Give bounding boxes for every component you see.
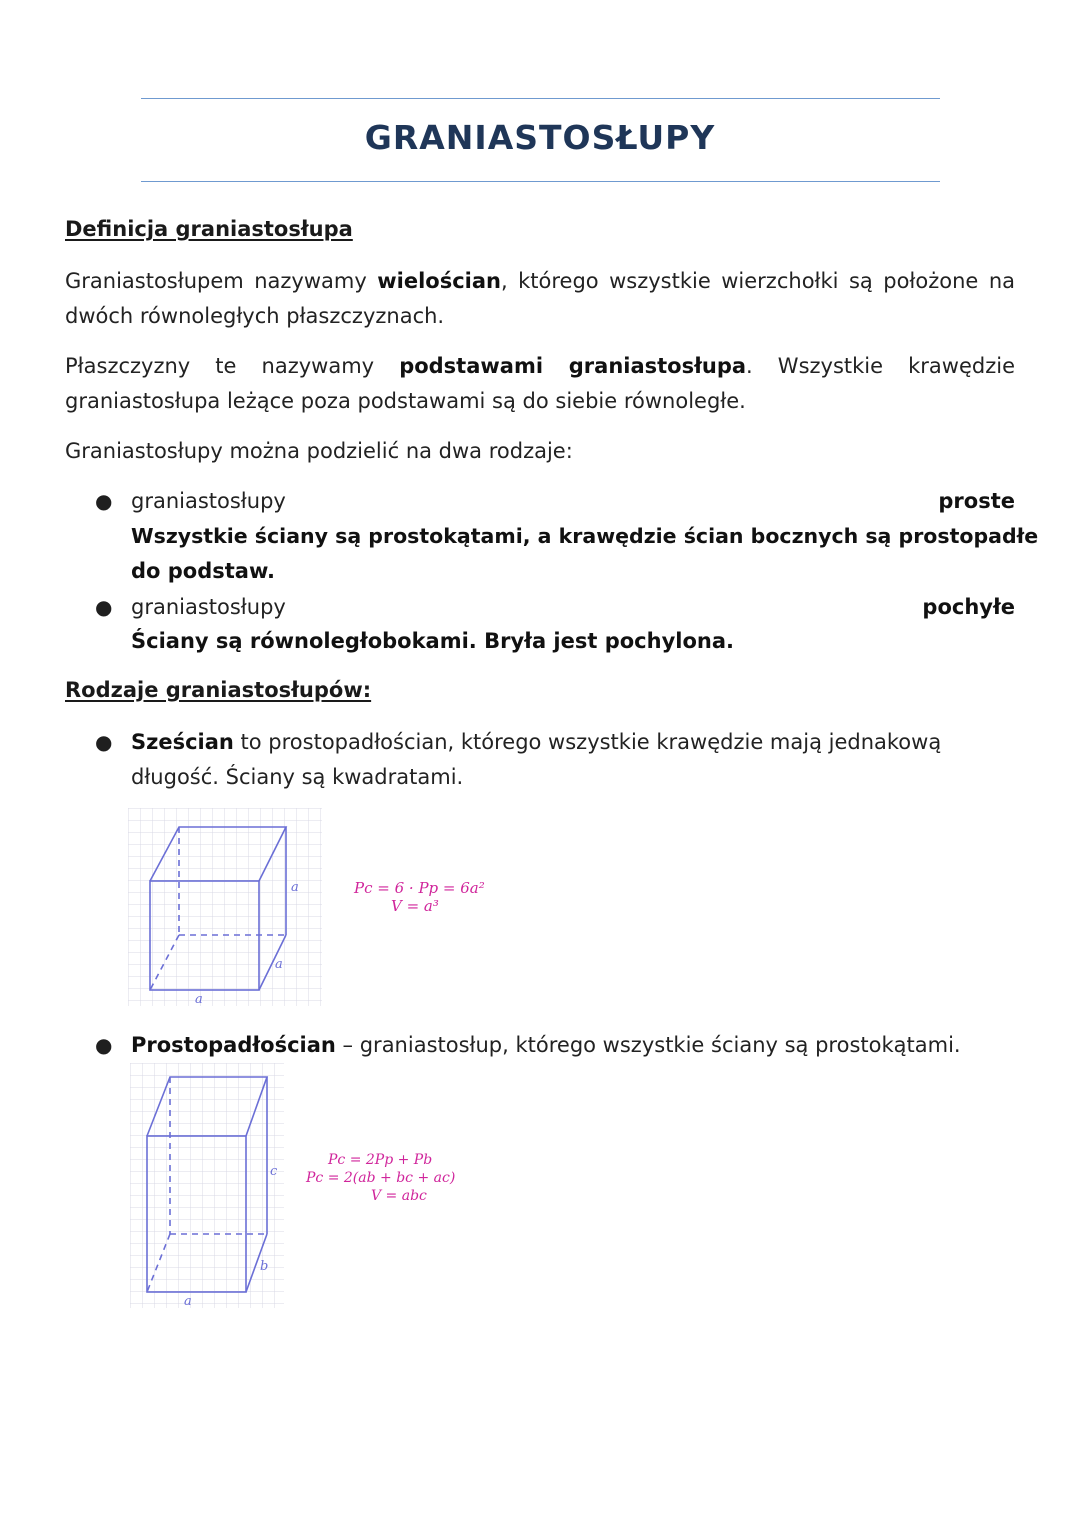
type-kind: proste <box>938 489 1015 513</box>
type-label: graniastosłupy <box>131 489 286 513</box>
bottom-rule <box>141 181 940 182</box>
cube-description: Sześcian to prostopadłościan, którego wszystkie krawędzie mają jednakową <box>131 730 942 754</box>
type-kind: pochyłe <box>922 595 1015 619</box>
cube-label-a: a <box>291 880 299 895</box>
kinds-heading: Rodzaje graniastosłupów: <box>65 678 372 702</box>
cube-label-a: a <box>195 992 203 1006</box>
bullet-dot: ● <box>95 1033 113 1057</box>
cuboid-formula-area-expanded: Pc = 2(ab + bc + ac) <box>306 1170 456 1186</box>
type-label: graniastosłupy <box>131 595 286 619</box>
cuboid-label-c: c <box>270 1164 278 1179</box>
types-intro: Graniastosłupy można podzielić na dwa rodzaje: <box>65 439 573 463</box>
definition-heading: Definicja graniastosłupa <box>65 217 353 241</box>
bullet-dot: ● <box>95 489 113 513</box>
cube-figure <box>128 808 322 1006</box>
top-rule <box>141 98 940 99</box>
type-description-cont: do podstaw. <box>131 559 276 583</box>
cuboid-figure <box>130 1063 284 1308</box>
type-description: Ściany są równoległobokami. Bryła jest pochylona. <box>131 629 734 653</box>
bullet-dot: ● <box>95 595 113 619</box>
cube-formula-volume: V = a³ <box>391 897 439 915</box>
bases-paragraph: Płaszczyzny te nazywamy podstawami graniastosłupa. Wszystkie krawędzie graniastosłupa leżące poza podstawami są do siebie równoległe. <box>65 354 1015 413</box>
cube-description-cont: długość. Ściany są kwadratami. <box>131 765 464 789</box>
cube-formula-area: Pc = 6 · Pp = 6a² <box>354 879 485 897</box>
cuboid-formula-volume: V = abc <box>371 1188 427 1204</box>
bullet-dot: ● <box>95 730 113 754</box>
type-description: Wszystkie ściany są prostokątami, a krawędzie ścian bocznych są prostopadłe <box>131 524 1039 548</box>
definition-paragraph: Graniastosłupem nazywamy wielościan, którego wszystkie wierzchołki są położone na dwóch równoległych płaszczyznach. <box>65 269 1015 328</box>
cuboid-label-a: a <box>184 1294 192 1308</box>
cuboid-label-b: b <box>260 1259 269 1274</box>
cuboid-formula-area: Pc = 2Pp + Pb <box>328 1152 433 1168</box>
cuboid-description: Prostopadłościan – graniastosłup, którego wszystkie ściany są prostokątami. <box>131 1033 961 1057</box>
page-title: GRANIASTOSŁUPY <box>364 118 716 157</box>
cube-label-a: a <box>275 957 283 972</box>
